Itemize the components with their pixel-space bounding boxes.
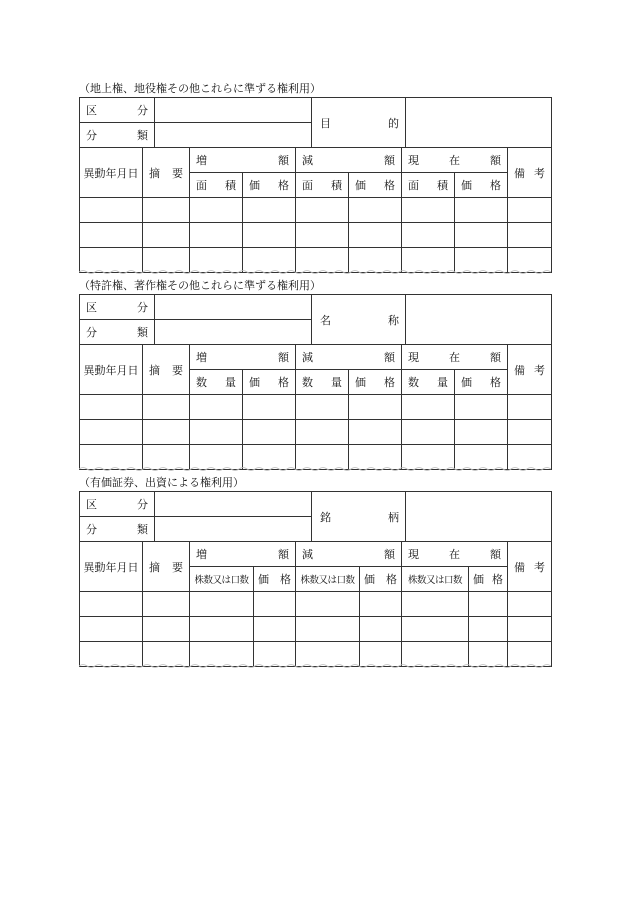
classification-label: 分 類 bbox=[80, 517, 155, 542]
category-label: 区 分 bbox=[80, 295, 155, 320]
remarks-header: 備 考 bbox=[508, 148, 552, 198]
header-table-1 bbox=[79, 97, 552, 148]
sub-header-b: 価 格 bbox=[243, 370, 296, 395]
summary-header: 摘 要 bbox=[143, 148, 190, 198]
table-row[interactable] bbox=[80, 198, 552, 223]
sub-header-a: 数 量 bbox=[190, 370, 243, 395]
increase-header: 増 額 bbox=[190, 345, 296, 370]
sub-header-b: 価 格 bbox=[455, 370, 508, 395]
decrease-header: 減 額 bbox=[296, 148, 402, 173]
category-label: 区 分 bbox=[80, 98, 155, 123]
current-header: 現 在 額 bbox=[402, 542, 508, 567]
sub-header-b: 価 格 bbox=[469, 567, 508, 592]
header-table-2 bbox=[79, 294, 552, 345]
ledger-table-1 bbox=[79, 147, 552, 273]
cut-line bbox=[79, 663, 551, 669]
sub-header-a: 株数又は口数 bbox=[402, 567, 469, 592]
decrease-header: 減 額 bbox=[296, 542, 402, 567]
header-table-3 bbox=[79, 491, 552, 542]
name-field[interactable] bbox=[406, 295, 552, 345]
date-header: 異動年月日 bbox=[80, 345, 143, 395]
category-field[interactable] bbox=[155, 98, 312, 123]
increase-header: 増 額 bbox=[190, 148, 296, 173]
purpose-field[interactable] bbox=[406, 98, 552, 148]
table-row[interactable] bbox=[80, 592, 552, 617]
table-row[interactable] bbox=[80, 395, 552, 420]
decrease-header: 減 額 bbox=[296, 345, 402, 370]
ledger-table-2 bbox=[79, 344, 552, 470]
summary-header: 摘 要 bbox=[143, 542, 190, 592]
remarks-header: 備 考 bbox=[508, 542, 552, 592]
current-header: 現 在 額 bbox=[402, 148, 508, 173]
sub-header-a: 面 積 bbox=[296, 173, 349, 198]
remarks-header: 備 考 bbox=[508, 345, 552, 395]
table-row[interactable] bbox=[80, 420, 552, 445]
sub-header-b: 価 格 bbox=[455, 173, 508, 198]
name-label: 名 称 bbox=[312, 295, 406, 345]
section-title-3: （有価証券、出資による権利用） bbox=[79, 476, 244, 489]
category-label: 区 分 bbox=[80, 492, 155, 517]
sub-header-a: 数 量 bbox=[296, 370, 349, 395]
summary-header: 摘 要 bbox=[143, 345, 190, 395]
date-header: 異動年月日 bbox=[80, 542, 143, 592]
cut-line bbox=[79, 466, 551, 472]
date-header: 異動年月日 bbox=[80, 148, 143, 198]
sub-header-b: 価 格 bbox=[243, 173, 296, 198]
category-field[interactable] bbox=[155, 295, 312, 320]
sub-header-a: 株数又は口数 bbox=[296, 567, 360, 592]
category-field[interactable] bbox=[155, 492, 312, 517]
sub-header-a: 数 量 bbox=[402, 370, 455, 395]
cut-line bbox=[79, 269, 551, 275]
section-title-2: （特許権、著作権その他これらに準ずる権利用） bbox=[79, 279, 321, 292]
purpose-label: 目 的 bbox=[312, 98, 406, 148]
classification-label: 分 類 bbox=[80, 320, 155, 345]
ledger-table-3 bbox=[79, 541, 552, 667]
sub-header-a: 株数又は口数 bbox=[190, 567, 254, 592]
sub-header-b: 価 格 bbox=[349, 173, 402, 198]
table-row[interactable] bbox=[80, 223, 552, 248]
sub-header-b: 価 格 bbox=[349, 370, 402, 395]
classification-field[interactable] bbox=[155, 517, 312, 542]
brand-label: 銘 柄 bbox=[312, 492, 406, 542]
table-row[interactable] bbox=[80, 617, 552, 642]
increase-header: 増 額 bbox=[190, 542, 296, 567]
classification-label: 分 類 bbox=[80, 123, 155, 148]
sub-header-b: 価 格 bbox=[254, 567, 296, 592]
classification-field[interactable] bbox=[155, 123, 312, 148]
sub-header-a: 面 積 bbox=[190, 173, 243, 198]
classification-field[interactable] bbox=[155, 320, 312, 345]
section-title-1: （地上権、地役権その他これらに準ずる権利用） bbox=[79, 82, 321, 95]
sub-header-a: 面 積 bbox=[402, 173, 455, 198]
brand-field[interactable] bbox=[406, 492, 552, 542]
current-header: 現 在 額 bbox=[402, 345, 508, 370]
sub-header-b: 価 格 bbox=[360, 567, 402, 592]
